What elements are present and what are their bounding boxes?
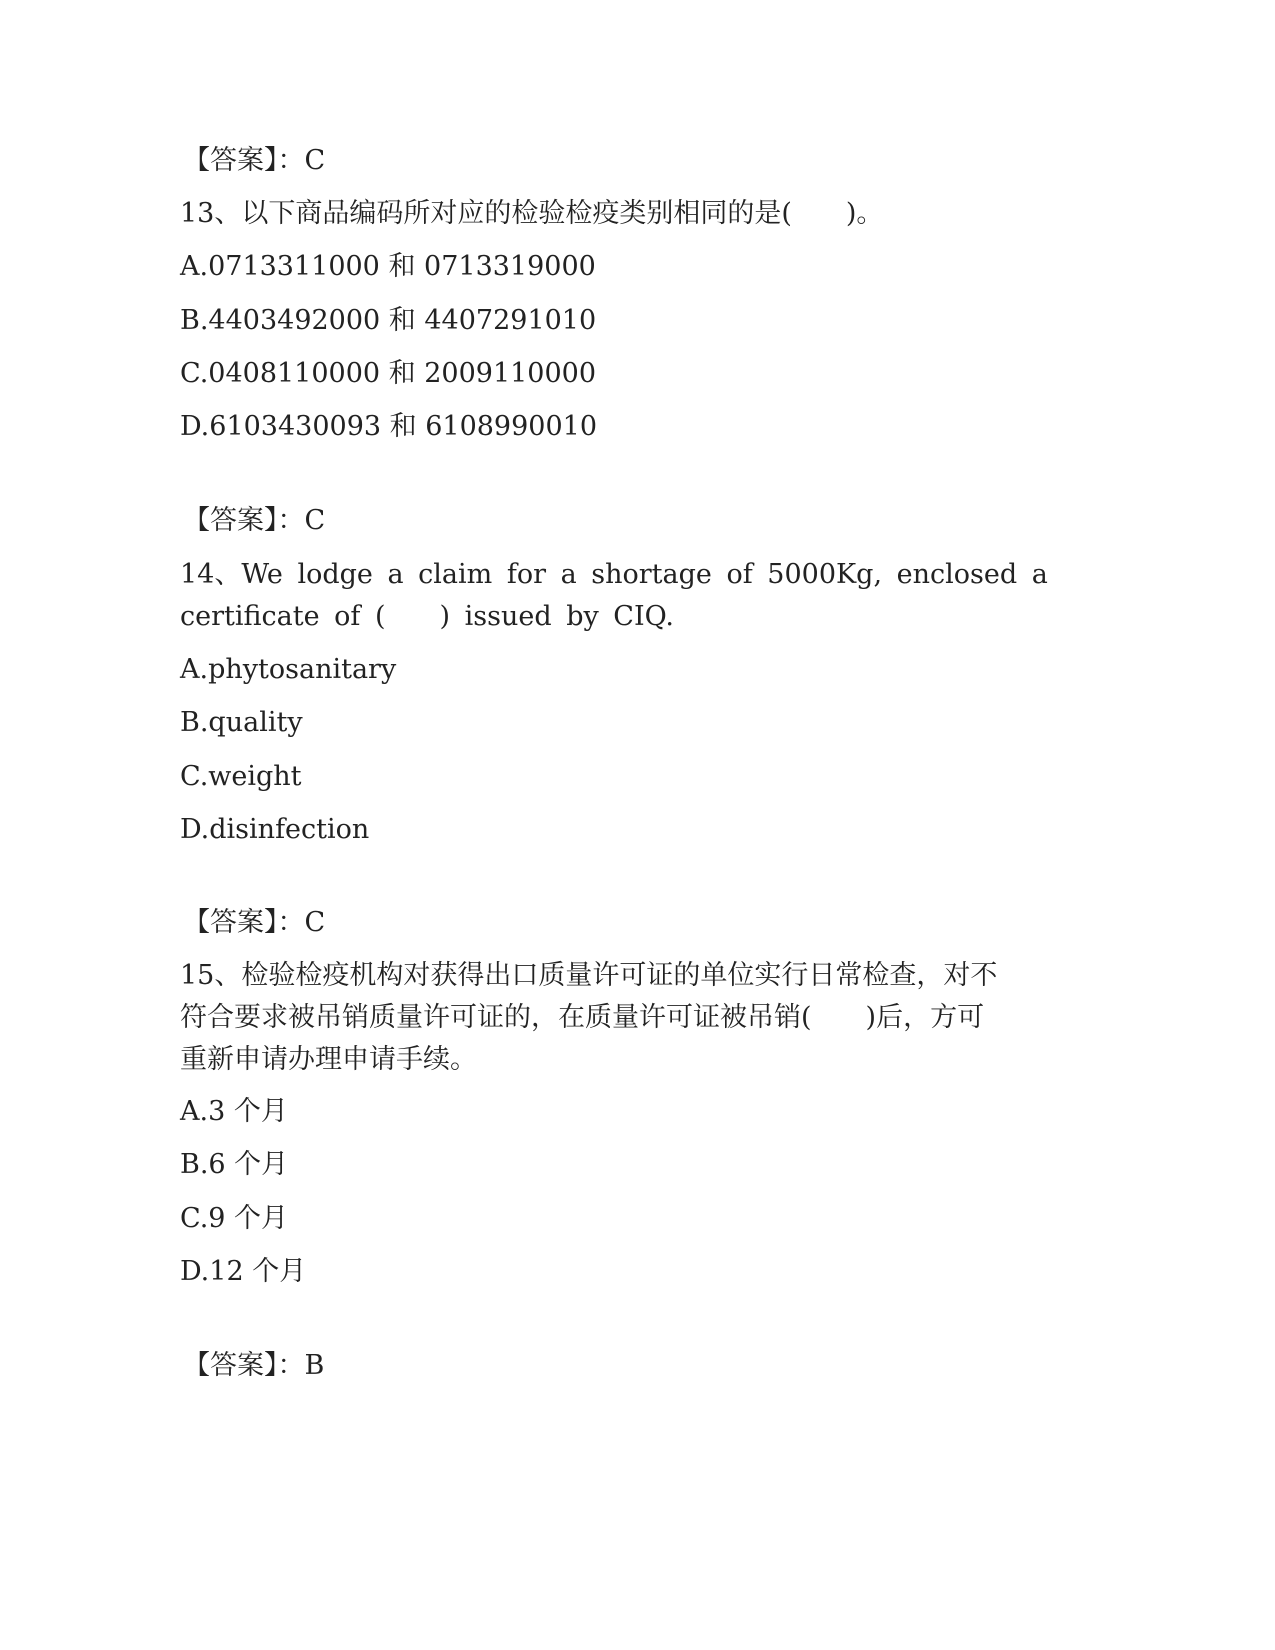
option-b: B.4403492000 和 4407291010 [180, 305, 597, 336]
option-d: D.6103430093 和 6108990010 [180, 411, 597, 442]
option-d: D.12 个月 [180, 1256, 307, 1287]
answer-line [183, 1347, 324, 1385]
question-15-line-1: 15、检验检疫机构对获得出口质量许可证的单位实行日常检查，对不 [180, 960, 998, 991]
option-c: C.9 个月 [180, 1203, 289, 1234]
answer-line [183, 904, 325, 942]
option-a: A.3 个月 [180, 1096, 288, 1127]
answer-value: C [304, 145, 326, 176]
question-14-line-1: 14、We lodge a claim for a shortage of 5000Kg, enclosed a [180, 559, 1048, 590]
answer-value: C [304, 505, 326, 536]
option-b: B.6 个月 [180, 1149, 289, 1180]
answer-value: C [304, 907, 326, 938]
option-a: A.0713311000 和 0713319000 [180, 251, 596, 282]
option-d: D.disinfection [180, 814, 370, 845]
question-14-line-2: certificate of ( ) issued by CIQ. [180, 601, 675, 632]
question-15-line-2: 符合要求被吊销质量许可证的，在质量许可证被吊销( )后，方可 [180, 1002, 985, 1033]
option-a: A.phytosanitary [180, 654, 397, 685]
option-c: C.weight [180, 761, 302, 792]
answer-label: 【答案】： [183, 907, 305, 938]
question-13-text: 13、以下商品编码所对应的检验检疫类别相同的是( )。 [180, 198, 884, 229]
answer-label: 【答案】： [183, 505, 305, 536]
option-b: B.quality [180, 707, 303, 738]
answer-label: 【答案】： [183, 1350, 305, 1381]
answer-line [183, 502, 325, 540]
answer-line [183, 142, 325, 180]
option-c: C.0408110000 和 2009110000 [180, 358, 597, 389]
question-15-line-3: 重新申请办理申请手续。 [180, 1044, 477, 1075]
answer-value: B [304, 1350, 325, 1381]
answer-label: 【答案】： [183, 145, 305, 176]
